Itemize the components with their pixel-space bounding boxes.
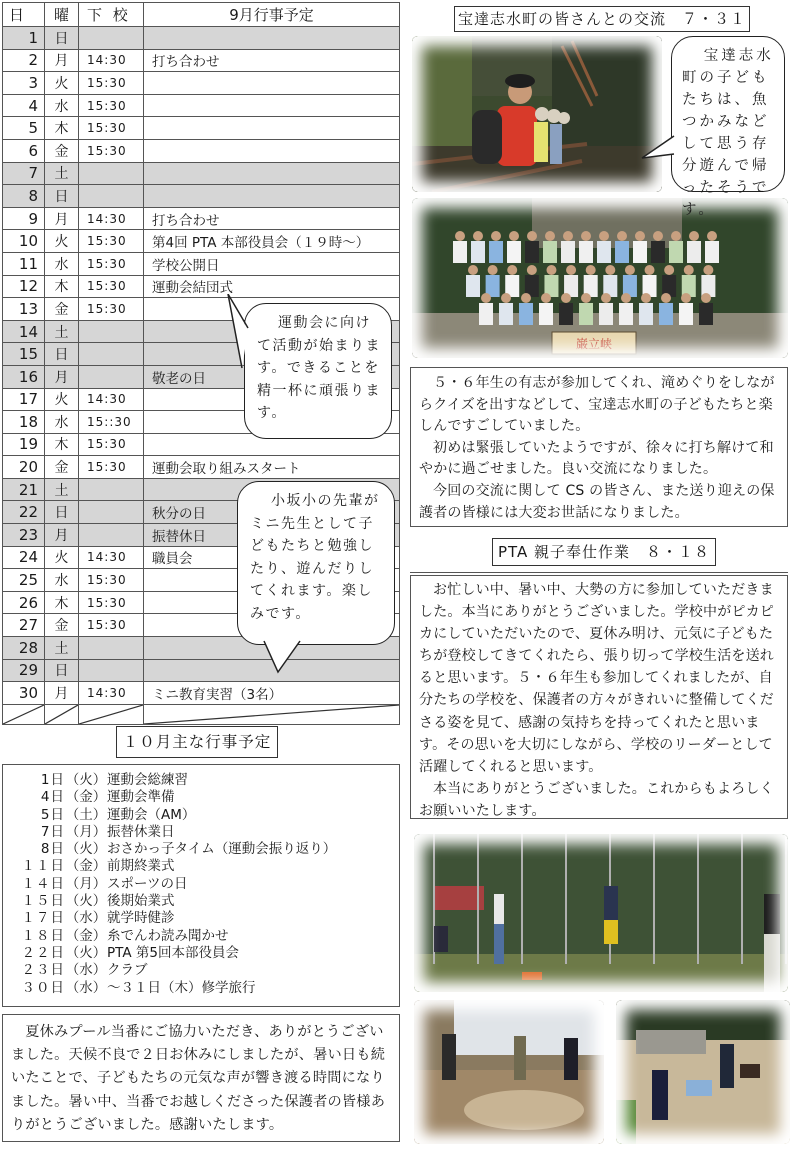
list-item [17,807,399,824]
person-body [651,241,665,263]
exchange-paragraph-2: 初めは緊張していたようですが、徐々に打ち解けて和やかに過ごせました。良い交流になりました。 [419,439,774,478]
dismissal-cell: 15::30 [79,411,144,434]
person-body [579,303,593,325]
list-item [17,928,399,945]
list-item [17,789,399,806]
person-head [527,231,537,241]
person-body [486,275,500,297]
dow-cell: 日 [45,501,79,524]
dow-cell: 日 [45,343,79,366]
day-cell: 16 [3,365,45,388]
dismissal-cell [79,365,144,388]
person-body [525,241,539,263]
person-head [545,231,555,241]
table-row [3,207,400,230]
dismissal-cell: 15:30 [79,614,144,637]
table-row [3,162,400,185]
dismissal-cell: 15:30 [79,433,144,456]
event-cell [144,72,400,95]
person-head [468,265,478,275]
event-date: 4日 [40,789,65,806]
table-row [3,117,400,140]
event-cell: 運動会結団式 [144,275,400,298]
person-body [705,241,719,263]
bubble-tail-mini-teacher [260,640,310,676]
photo-fence-weeding [414,834,788,992]
exchange-paragraph-1: ５・６年生の有志が参加してくれ、滝めぐりをしながらクイズを出すなどして、宝達志水町の子どもたちと楽しんですごしていました。 [419,375,775,435]
pta-text [410,575,788,819]
dismissal-cell: 15:30 [79,139,144,162]
table-row [3,185,400,208]
event-cell: 学校公開日 [144,252,400,275]
person-body [466,275,480,297]
person-body [662,275,676,297]
dismissal-cell [79,320,144,343]
event-cell [144,117,400,140]
day-cell: 3 [3,72,45,95]
event-weekday: （金） [65,858,107,875]
dow-cell: 金 [45,298,79,321]
person-head [581,231,591,241]
person-head [488,265,498,275]
person-head [707,231,717,241]
event-name: PTA 第5回本部役員会 [107,944,239,961]
dow-cell: 火 [45,72,79,95]
exchange-text [410,367,788,527]
person-body [682,275,696,297]
person-head [601,293,611,303]
event-name: 就学時健診 [107,910,175,927]
person-head [681,293,691,303]
person-body [479,303,493,325]
event-cell: 職員会 [144,546,400,569]
day-cell: 21 [3,478,45,501]
dow-cell: 土 [45,162,79,185]
dismissal-cell [79,343,144,366]
day-cell: 13 [3,298,45,321]
pta-paragraph-2: 本当にありがとうございました。これからもよろしくお願いいたします。 [419,780,774,819]
blank-cell [3,704,45,724]
person-body [603,275,617,297]
event-cell [144,162,400,185]
day-cell: 18 [3,411,45,434]
person-body [561,241,575,263]
dow-cell: 金 [45,139,79,162]
event-name: スポーツの日 [107,875,188,892]
list-item [17,858,399,875]
event-weekday: （水） [65,910,107,927]
event-weekday: （水） [65,962,107,979]
dow-cell: 水 [45,411,79,434]
person-body [623,275,637,297]
dow-cell: 日 [45,27,79,50]
person-head [621,293,631,303]
dismissal-cell [79,478,144,501]
event-cell [144,94,400,117]
day-cell: 8 [3,185,45,208]
event-name: 振替休業日 [107,823,175,840]
dismissal-cell: 15:30 [79,252,144,275]
day-cell: 30 [3,682,45,705]
person-body [564,275,578,297]
person-body [639,303,653,325]
person-body [579,241,593,263]
event-weekday: （火） [65,841,107,858]
person-head [586,265,596,275]
event-weekday: （月） [65,823,107,840]
blank-cell [79,704,144,724]
person-head [509,231,519,241]
person-body [679,303,693,325]
person-head [527,265,537,275]
event-cell [144,139,400,162]
dismissal-cell: 15:30 [79,275,144,298]
dow-cell: 木 [45,117,79,140]
day-cell: 7 [3,162,45,185]
october-title: １０月主な行事予定 [116,726,278,758]
event-weekday: （金） [65,789,107,806]
event-cell: 打ち合わせ [144,49,400,72]
day-cell: 20 [3,456,45,479]
person-head [561,293,571,303]
dismissal-cell [79,501,144,524]
person-body [687,241,701,263]
dismissal-cell [79,162,144,185]
event-date: １５日 [21,893,65,910]
person-head [507,265,517,275]
event-cell [144,27,400,50]
person-head [599,231,609,241]
dismissal-cell: 15:30 [79,298,144,321]
photo-group [412,198,788,358]
dismissal-cell [79,185,144,208]
day-cell: 17 [3,388,45,411]
person-head [645,265,655,275]
list-item [17,893,399,910]
dow-cell: 金 [45,456,79,479]
event-date: １１日 [21,858,65,875]
person-head [546,265,556,275]
day-cell: 2 [3,49,45,72]
diagonal-line [79,705,143,724]
event-cell: 第4回 PTA 本部役員会（１９時〜） [144,230,400,253]
day-cell: 22 [3,501,45,524]
dismissal-cell: 15:30 [79,591,144,614]
day-cell: 5 [3,117,45,140]
person-head [481,293,491,303]
blank-cell [45,704,79,724]
dow-cell: 土 [45,637,79,660]
pta-title: PTA 親子奉仕作業 ８・１８ [492,538,716,566]
person-head [653,231,663,241]
event-date: ２２日 [21,944,65,961]
event-name: 〜３１日（木）修学旅行 [107,979,256,996]
day-cell: 6 [3,139,45,162]
person-head [684,265,694,275]
table-row [3,72,400,95]
diagonal-line [45,705,78,724]
dow-cell: 火 [45,546,79,569]
table-row [3,94,400,117]
dow-cell: 火 [45,388,79,411]
event-weekday: （土） [65,806,107,823]
person-body [471,241,485,263]
person-body [539,303,553,325]
day-cell: 27 [3,614,45,637]
list-item [17,876,399,893]
list-item [17,772,399,789]
list-item [17,945,399,962]
person-head [661,293,671,303]
event-weekday: （火） [65,944,107,961]
table-row [3,682,400,705]
dow-cell: 水 [45,252,79,275]
event-date: 7日 [40,823,65,840]
person-head [701,293,711,303]
photo-outdoor-cleaning [616,1000,790,1144]
dow-cell: 木 [45,275,79,298]
dow-cell: 月 [45,49,79,72]
day-cell: 15 [3,343,45,366]
dismissal-cell: 14:30 [79,546,144,569]
day-cell: 9 [3,207,45,230]
dismissal-cell [79,27,144,50]
person-head [521,293,531,303]
event-name: 運動会総練習 [107,772,188,788]
person-head [625,265,635,275]
person-body [701,275,715,297]
event-name: 前期終業式 [107,858,175,875]
event-date: ２３日 [21,962,65,979]
day-cell: 11 [3,252,45,275]
person-head [566,265,576,275]
person-body [505,275,519,297]
person-head [671,231,681,241]
speech-bubble-exchange: 宝達志水町の子どもたちは、魚つかみなどして思う存分遊んで帰ったそうです。 [671,36,785,192]
exchange-title: 宝達志水町の皆さんとの交流 ７・３１ [454,6,750,32]
day-cell: 26 [3,591,45,614]
event-cell: ミニ教育実習（3名） [144,682,400,705]
person-body [525,275,539,297]
list-item [17,841,399,858]
dismissal-cell: 15:30 [79,117,144,140]
dow-cell: 水 [45,94,79,117]
person-body [453,241,467,263]
event-date: 8日 [40,841,65,858]
person-body [597,241,611,263]
event-name: 運動会準備 [107,789,175,806]
event-date: 1日 [40,772,65,788]
photo-sign-text: 巌立峡 [575,337,613,351]
person-head [491,231,501,241]
header-events: 9月行事予定 [144,3,400,27]
person-body [543,241,557,263]
day-cell: 14 [3,320,45,343]
day-cell: 24 [3,546,45,569]
event-weekday: （月） [65,875,107,892]
event-cell: 運動会取り組みスタート [144,456,400,479]
event-name: 後期始業式 [107,893,175,910]
table-row [3,230,400,253]
day-cell: 28 [3,637,45,660]
day-cell: 4 [3,94,45,117]
dismissal-cell: 15:30 [79,569,144,592]
event-name: 糸でんわ読み聞かせ [107,927,229,944]
table-row [3,659,400,682]
event-date: １４日 [21,875,65,892]
dow-cell: 金 [45,614,79,637]
person-head [563,231,573,241]
person-body [633,241,647,263]
dismissal-cell: 14:30 [79,49,144,72]
event-weekday: （火） [65,893,107,910]
person-head [703,265,713,275]
event-date: 5日 [40,806,65,823]
person-body [499,303,513,325]
group-figures [453,231,719,325]
table-header-row [3,3,400,27]
person-body [669,241,683,263]
day-cell: 23 [3,524,45,547]
dismissal-cell [79,659,144,682]
day-cell: 19 [3,433,45,456]
october-events-list [2,764,400,1007]
table-row [3,252,400,275]
person-head [541,293,551,303]
dismissal-cell: 15:30 [79,72,144,95]
photo-floor-cleaning [414,1000,604,1144]
day-cell: 12 [3,275,45,298]
dismissal-cell [79,637,144,660]
table-blank-row [3,704,400,724]
dismissal-cell: 15:30 [79,230,144,253]
person-head [501,293,511,303]
person-head [689,231,699,241]
event-cell: 敬老の日 [144,365,400,388]
dow-cell: 月 [45,524,79,547]
day-cell: 25 [3,569,45,592]
dow-cell: 月 [45,682,79,705]
person-body [615,241,629,263]
event-name: クラブ [107,962,148,979]
person-body [659,303,673,325]
person-head [473,231,483,241]
event-cell [144,185,400,208]
dow-cell: 土 [45,478,79,501]
person-body [507,241,521,263]
dow-cell: 木 [45,591,79,614]
dismissal-cell: 14:30 [79,388,144,411]
event-cell: 秋分の日 [144,501,400,524]
day-cell: 29 [3,659,45,682]
event-weekday: （金） [65,927,107,944]
pool-thanks-note [2,1014,400,1142]
person-body [643,275,657,297]
header-dow: 曜 [45,3,79,27]
event-cell: 振替休日 [144,524,400,547]
dow-cell: 日 [45,185,79,208]
dow-cell: 月 [45,207,79,230]
person-body [544,275,558,297]
day-cell: 10 [3,230,45,253]
dismissal-cell: 14:30 [79,682,144,705]
person-head [455,231,465,241]
table-row [3,27,400,50]
dow-cell: 火 [45,230,79,253]
list-item [17,910,399,927]
person-body [584,275,598,297]
dismissal-cell: 14:30 [79,207,144,230]
day-cell: 1 [3,27,45,50]
event-weekday: （火） [65,772,107,788]
table-row [3,49,400,72]
blank-cell [144,704,400,724]
bubble-tail-exchange [640,134,676,170]
person-body [599,303,613,325]
header-dismissal: 下 校 [79,3,144,27]
table-row [3,456,400,479]
event-date: ３０日 [21,979,65,996]
pool-thanks-text: 夏休みプール当番にご協力いただき、ありがとうございました。天候不良で２日お休みにしましたが、暑い日も続いたことで、子どもたちの元気な声が響き渡る時間になりました。暑い中、当番でお越しくださった保護者の皆様ありがとうございました。感謝いたします。 [11,1024,386,1133]
diagonal-line [3,705,44,724]
person-body [619,303,633,325]
list-item [17,962,399,979]
event-cell: 打ち合わせ [144,207,400,230]
photo-gorge-railing [412,36,662,192]
person-body [489,241,503,263]
pta-paragraph-1: お忙しい中、暑い中、大勢の方に参加していただきました。本当にありがとうございました。学校中がピカピカにしていただいたので、夏休み明け、元気に子どもたちが登校してきてくれたら、張り切って学校生活を送れると思います。５・６年生も参加してくれましたが、自分たちの学校を、保護者の方々がきれいに整備してくださる姿を見て、感謝の気持ちを持ってくれたと思います。その思いを大切にしながら、学校のリーダーとして活躍してくれると思います。 [419,582,774,775]
dismissal-cell: 15:30 [79,456,144,479]
table-row [3,275,400,298]
person-head [605,265,615,275]
event-date: １８日 [21,927,65,944]
speech-bubble-sports-day: 運動会に向けて活動が始まります。できることを精一杯に頑張ります。 [244,303,392,439]
person-body [699,303,713,325]
dow-cell: 月 [45,365,79,388]
person-head [635,231,645,241]
dismissal-cell: 15:30 [79,94,144,117]
event-name: おさかっ子タイム（運動会振り返り） [107,841,337,858]
person-head [617,231,627,241]
person-head [641,293,651,303]
table-row [3,139,400,162]
dow-cell: 木 [45,433,79,456]
list-item [17,824,399,841]
header-day: 日 [3,3,45,27]
dismissal-cell [79,524,144,547]
speech-bubble-mini-teacher: 小坂小の先輩がミニ先生として子どもたちと勉強したり、遊んだりしてくれます。楽しみです。 [237,481,395,645]
dow-cell: 水 [45,569,79,592]
event-date: １７日 [21,910,65,927]
person-head [581,293,591,303]
person-body [559,303,573,325]
person-head [664,265,674,275]
exchange-paragraph-3: 今回の交流に関して CS の皆さん、また送り迎えの保護者の皆様には大変お世話になりました。 [419,482,775,521]
bubble-tail-sports-day [226,294,266,374]
person-body [519,303,533,325]
event-name: 運動会（AM） [107,806,196,823]
list-item [17,980,399,997]
dow-cell: 日 [45,659,79,682]
dow-cell: 土 [45,320,79,343]
diagonal-line [144,705,399,724]
divider [410,572,788,573]
event-weekday: （水） [65,979,107,996]
